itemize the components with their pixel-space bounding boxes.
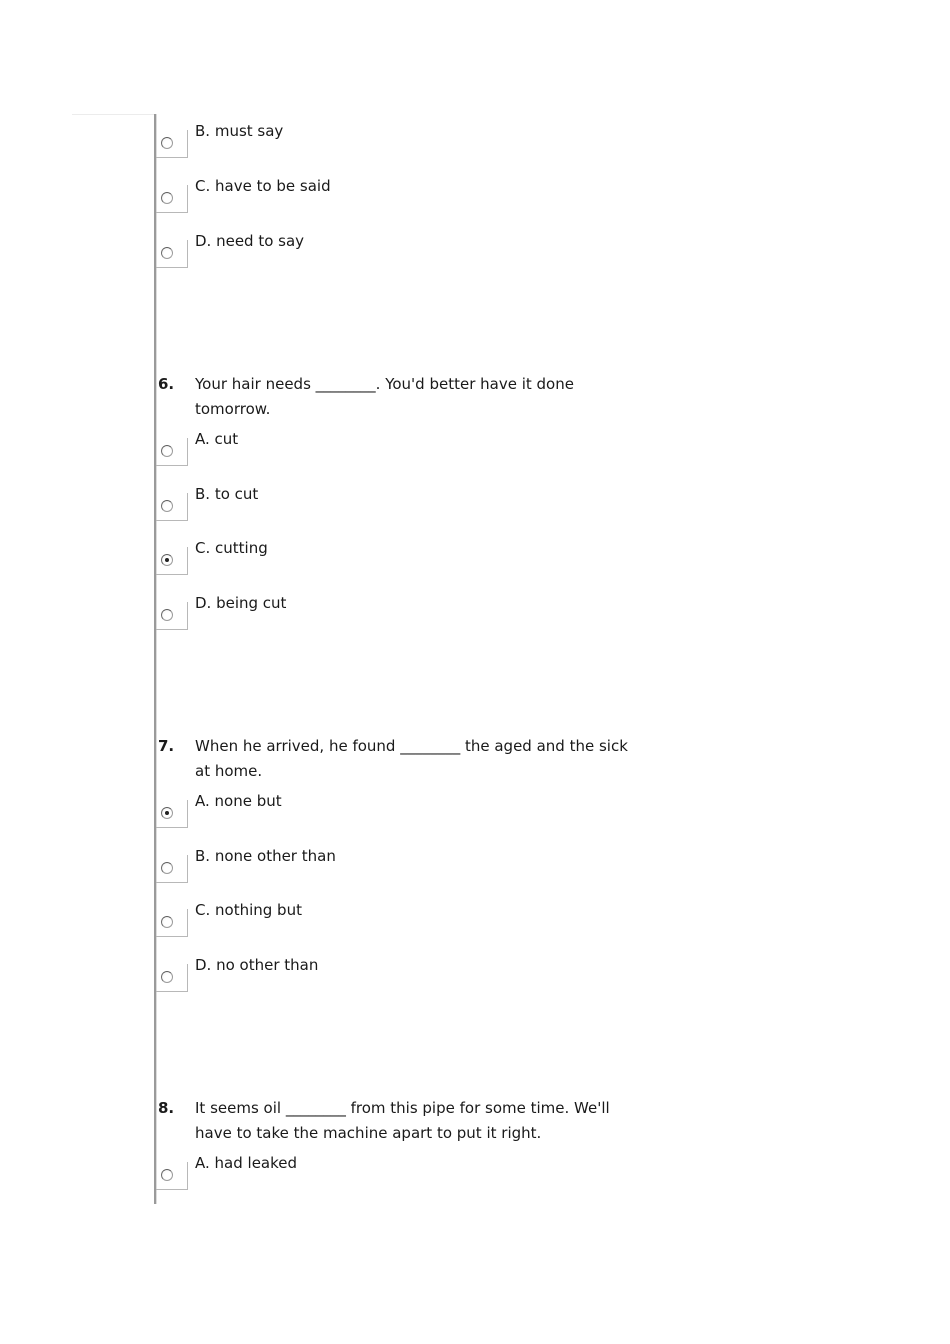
q6-option-a[interactable] <box>156 428 656 468</box>
radio-button[interactable] <box>161 137 173 149</box>
radio-button[interactable] <box>161 500 173 512</box>
radio-button[interactable] <box>161 445 173 457</box>
option-label: A. none but <box>195 792 282 810</box>
radio-button[interactable] <box>161 609 173 621</box>
option-label: D. being cut <box>195 594 287 612</box>
option-label: C. cutting <box>195 539 268 557</box>
radio-button-selected[interactable] <box>161 807 173 819</box>
radio-button[interactable] <box>161 971 173 983</box>
option-label: D. no other than <box>195 956 319 974</box>
question-text: Your hair needs ________. You'd better have it done tomorrow. <box>195 375 574 418</box>
option-label: A. had leaked <box>195 1154 298 1172</box>
left-border <box>154 114 156 1204</box>
question-number: 7. <box>158 737 175 755</box>
question-text: When he arrived, he found ________ the aged and the sick at home. <box>195 737 628 780</box>
q6-option-b[interactable] <box>156 483 656 523</box>
q5-option-c[interactable] <box>156 175 656 215</box>
q6-option-d[interactable] <box>156 592 656 632</box>
q6-option-c[interactable] <box>156 537 656 577</box>
q5-option-b[interactable] <box>156 120 656 160</box>
radio-button[interactable] <box>161 862 173 874</box>
radio-button[interactable] <box>161 1169 173 1181</box>
radio-button[interactable] <box>161 916 173 928</box>
question-number: 8. <box>158 1099 175 1117</box>
q5-option-d[interactable] <box>156 230 656 270</box>
q7-option-d[interactable] <box>156 954 656 994</box>
radio-button-selected[interactable] <box>161 554 173 566</box>
radio-button[interactable] <box>161 247 173 259</box>
option-label: D. need to say <box>195 232 305 250</box>
option-label: B. none other than <box>195 847 336 865</box>
option-label: C. nothing but <box>195 901 302 919</box>
question-8 <box>158 1096 648 1148</box>
q8-option-a[interactable] <box>156 1152 656 1192</box>
option-label: B. to cut <box>195 485 259 503</box>
question-text: It seems oil ________ from this pipe for some time. We'll have to take the machine apart to put it right. <box>195 1099 610 1142</box>
question-7 <box>158 734 648 786</box>
q7-option-b[interactable] <box>156 845 656 885</box>
radio-button[interactable] <box>161 192 173 204</box>
q7-option-a[interactable] <box>156 790 656 830</box>
option-label: A. cut <box>195 430 239 448</box>
question-6 <box>158 372 648 424</box>
top-divider <box>72 114 156 115</box>
option-label: C. have to be said <box>195 177 331 195</box>
q7-option-c[interactable] <box>156 899 656 939</box>
question-number: 6. <box>158 375 175 393</box>
option-label: B. must say <box>195 122 284 140</box>
